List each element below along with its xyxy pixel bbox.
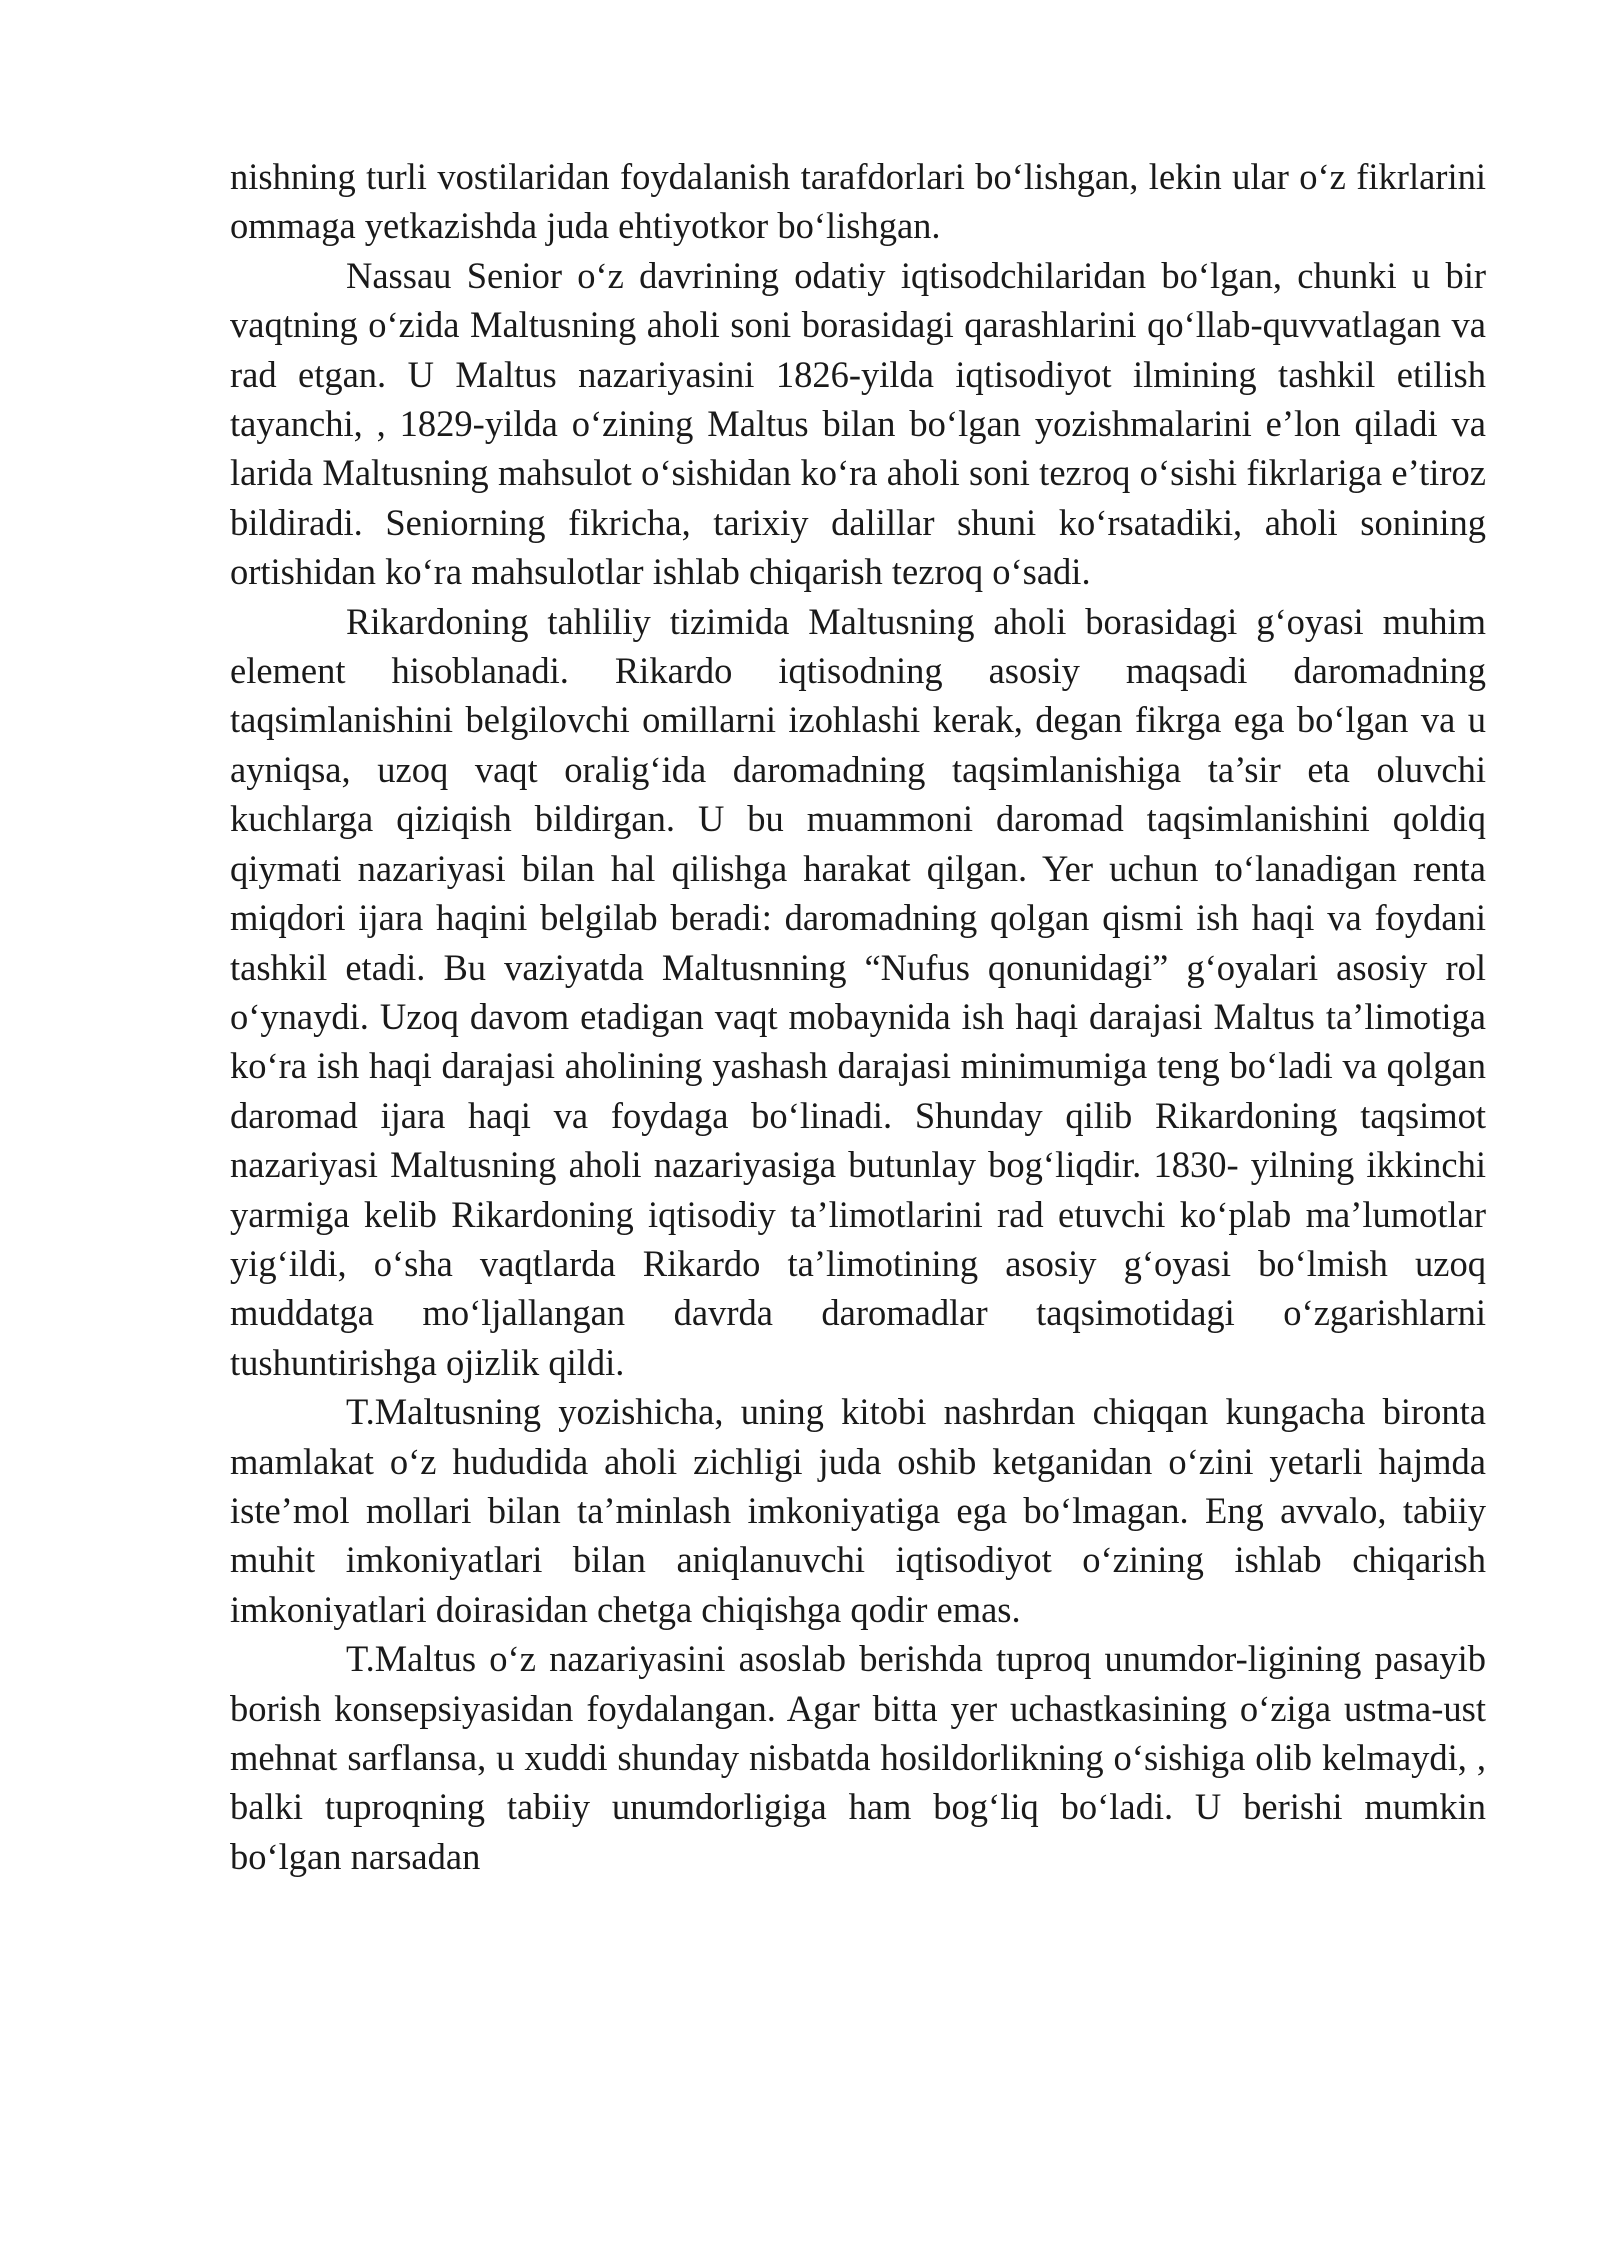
document-page	[230, 152, 1486, 1881]
paragraph-continuation: nishning turli vostilaridan foydalanish tarafdorlari bo‘lishgan, lekin ular o‘z fikrlarini ommaga yetkazishda juda ehtiyotkor bo‘lishgan.	[230, 156, 1486, 247]
paragraph-nassau-senior: Nassau Senior o‘z davrining odatiy iqtisodchilaridan bo‘lgan, chunki u bir vaqtning o‘zida Maltusning aholi soni borasidagi qarashlarini qo‘llab-quvvatlagan va rad etgan. U Maltus nazariyasini 1826-yilda iqtisodiyot ilmining tashkil etilish tayanchi, , 1829-yilda o‘zining Maltus bilan bo‘lgan yozishmalarini e’lon qiladi va larida Maltusning mahsulot o‘sishidan ko‘ra aholi soni tezroq o‘sishi fikrlariga e’tiroz bildiradi. Seniorning fikricha, tarixiy dalillar shuni ko‘rsatadiki, aholi sonining ortishidan ko‘ra mahsulotlar ishlab chiqarish tezroq o‘sadi.	[230, 254, 1486, 593]
paragraph-maltus-book: T.Maltusning yozishicha, uning kitobi nashrdan chiqqan kungacha bironta mamlakat o‘z hududida aholi zichligi juda oshib ketganidan o‘zini yetarli hajmda iste’mol mollari bilan ta’minlash imkoniyatiga ega bo‘lmagan. Eng avvalo, tabiiy muhit imkoniyatlari bilan aniqlanuvchi iqtisodiyot o‘zining ishlab chiqarish imkoniyatlari doirasidan chetga chiqishga qodir emas.	[230, 1391, 1486, 1630]
paragraph-rikardo: Rikardoning tahliliy tizimida Maltusning aholi borasidagi g‘oyasi muhim element hisoblanadi. Rikardo iqtisodning asosiy maqsadi daromadning taqsimlanishini belgilovchi omillarni izohlashi kerak, degan fikrga ega bo‘lgan va u ayniqsa, uzoq vaqt oralig‘ida daromadning taqsimlanishiga ta’sir eta oluvchi kuchlarga qiziqish bildirgan. U bu muammoni daromad taqsimlanishini qoldiq qiymati nazariyasi bilan hal qilishga harakat qilgan. Yer uchun to‘lanadigan renta miqdori ijara haqini belgilab beradi: daromadning qolgan qismi ish haqi va foydani tashkil etadi. Bu vaziyatda Maltusnning “Nufus qonunidagi” g‘oyalari asosiy rol o‘ynaydi. Uzoq davom etadigan vaqt mobaynida ish haqi darajasi Maltus ta’limotiga ko‘ra ish haqi darajasi aholining yashash darajasi minimumiga teng bo‘ladi va qolgan daromad ijara haqi va foydaga bo‘linadi. Shunday qilib Rikardoning taqsimot nazariyasi Maltusning aholi nazariyasiga butunlay bog‘liqdir. 1830- yilning ikkinchi yarmiga kelib Rikardoning iqtisodiy ta’limotlarini rad etuvchi ko‘plab ma’lumotlar yig‘ildi, o‘sha vaqtlarda Rikardo ta’limotining asosiy g‘oyasi bo‘lmish uzoq muddatga mo‘ljallangan davrda daromadlar taqsimotidagi o‘zgarishlarni tushuntirishga ojizlik qildi.	[230, 600, 1486, 1383]
paragraph-maltus-soil: T.Maltus o‘z nazariyasini asoslab berishda tuproq unumdor-ligining pasayib borish konsepsiyasidan foydalangan. Agar bitta yer uchastkasining o‘ziga ustma-ust mehnat sarflansa, u xuddi shunday nisbatda hosildorlikning o‘sishiga olib kelmaydi, , balki tuproqning tabiiy unumdorligiga ham bog‘liq bo‘ladi. U berishi mumkin bo‘lgan narsadan	[230, 1638, 1486, 1877]
